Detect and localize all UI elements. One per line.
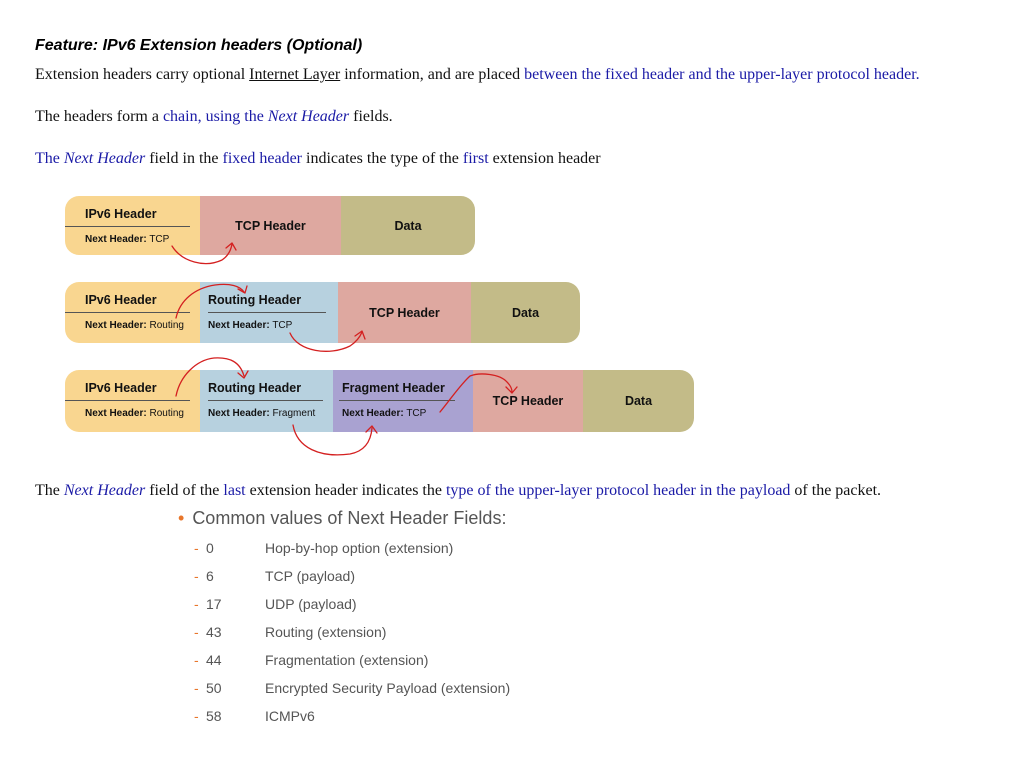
value-description: UDP (payload) xyxy=(265,596,357,612)
ipv6-header-block xyxy=(65,370,200,432)
next-header-field xyxy=(208,320,292,331)
value-number: 6 xyxy=(206,568,214,584)
next-header-label: Next Header: xyxy=(208,320,270,331)
next-header-label: Next Header: xyxy=(85,408,147,419)
list-item xyxy=(194,708,315,728)
value-number: 43 xyxy=(206,624,222,640)
next-header-field xyxy=(85,408,184,419)
header-name: TCP Header xyxy=(369,305,440,320)
data-block xyxy=(471,282,580,343)
highlight-text: The xyxy=(35,150,64,167)
paragraph-extension-headers xyxy=(35,66,920,84)
next-header-label: Next Header: xyxy=(208,408,270,419)
dash-icon: - xyxy=(194,708,199,724)
text: Extension headers carry optional xyxy=(35,66,250,83)
highlight-text: chain, using the xyxy=(162,108,268,125)
next-header-value: Fragment xyxy=(272,408,316,419)
text: of the packet. xyxy=(790,482,882,499)
next-header-value: TCP xyxy=(149,234,170,245)
paragraph-last-header xyxy=(35,482,881,500)
list-item xyxy=(194,596,357,616)
paragraph-fixed-header xyxy=(35,150,601,168)
next-header-field xyxy=(342,408,426,419)
highlight-italic-text: Next Header xyxy=(63,482,146,499)
page-title: Feature: IPv6 Extension headers (Optional) xyxy=(35,37,363,54)
dash-icon: - xyxy=(194,596,199,612)
data-label: Data xyxy=(511,305,540,320)
packet-row-3 xyxy=(65,370,694,432)
bullet-icon: • xyxy=(178,508,185,528)
highlight-italic-text: Next Header xyxy=(267,108,350,125)
next-header-value: TCP xyxy=(272,320,293,331)
text: information, and are placed xyxy=(340,66,525,83)
header-name: TCP Header xyxy=(235,218,306,233)
value-description: Hop-by-hop option (extension) xyxy=(265,540,454,556)
header-name: IPv6 Header xyxy=(85,293,157,307)
divider xyxy=(339,400,455,401)
list-item xyxy=(194,568,355,588)
divider xyxy=(65,312,190,313)
next-header-value: Routing xyxy=(149,320,184,331)
dash-icon: - xyxy=(194,624,199,640)
value-number: 0 xyxy=(206,540,214,556)
text: indicates the type of the xyxy=(302,150,463,167)
data-label: Data xyxy=(394,218,422,233)
next-header-label: Next Header: xyxy=(342,408,404,419)
divider xyxy=(208,312,326,313)
ipv6-header-block xyxy=(65,282,200,343)
tcp-header-block xyxy=(473,370,583,432)
text: field in the xyxy=(145,150,223,167)
list-item xyxy=(194,540,453,560)
routing-header-block xyxy=(200,282,338,343)
tcp-header-block xyxy=(200,196,341,255)
data-label: Data xyxy=(624,394,653,408)
fragment-header-block xyxy=(333,370,473,432)
list-item xyxy=(194,624,386,644)
value-description: TCP (payload) xyxy=(265,568,356,584)
text: The xyxy=(35,482,64,499)
highlight-text: type of the upper-layer protocol header in the payload xyxy=(445,482,791,499)
highlight-italic-text: Next Header xyxy=(63,150,146,167)
value-number: 17 xyxy=(206,596,222,612)
internet-layer-link[interactable]: Internet Layer xyxy=(249,66,341,83)
packet-row-2 xyxy=(65,282,580,343)
header-name: IPv6 Header xyxy=(85,381,157,395)
header-name: Routing Header xyxy=(208,293,302,307)
next-header-field xyxy=(85,234,169,245)
text: The headers form a xyxy=(35,108,163,125)
next-header-label: Next Header: xyxy=(85,234,147,245)
text: field of the xyxy=(145,482,224,499)
value-description: Routing (extension) xyxy=(265,624,387,640)
next-header-field xyxy=(208,408,315,419)
highlight-text: last xyxy=(223,482,246,499)
highlight-text: between the fixed header and the upper-layer protocol header. xyxy=(524,66,920,83)
next-header-field xyxy=(85,320,184,331)
ipv6-header-block xyxy=(65,196,200,255)
dash-icon: - xyxy=(194,680,199,696)
list-item xyxy=(194,680,510,700)
divider xyxy=(65,226,190,227)
divider xyxy=(208,400,323,401)
tcp-header-block xyxy=(338,282,471,343)
values-heading-text: Common values of Next Header Fields: xyxy=(192,508,507,528)
text: extension header indicates the xyxy=(245,482,446,499)
next-header-label: Next Header: xyxy=(85,320,147,331)
dash-icon: - xyxy=(194,540,199,556)
highlight-text: first xyxy=(462,150,489,167)
value-number: 44 xyxy=(206,652,222,668)
text: fields. xyxy=(349,108,393,125)
header-name: Routing Header xyxy=(208,381,302,395)
highlight-text: fixed header xyxy=(222,150,303,167)
value-description: Encrypted Security Payload (extension) xyxy=(265,680,511,696)
paragraph-chain xyxy=(35,108,393,126)
divider xyxy=(65,400,190,401)
dash-icon: - xyxy=(194,568,199,584)
value-description: ICMPv6 xyxy=(265,708,315,724)
data-block xyxy=(583,370,694,432)
routing-header-block xyxy=(200,370,333,432)
value-number: 50 xyxy=(206,680,222,696)
value-number: 58 xyxy=(206,708,222,724)
header-name: Fragment Header xyxy=(342,381,445,395)
text: extension header xyxy=(488,150,601,167)
next-header-value: Routing xyxy=(149,408,184,419)
value-description: Fragmentation (extension) xyxy=(265,652,429,668)
packet-row-1 xyxy=(65,196,475,255)
list-item xyxy=(194,652,428,672)
data-block xyxy=(341,196,475,255)
next-header-value: TCP xyxy=(406,408,427,419)
header-name: IPv6 Header xyxy=(85,207,157,221)
header-name: TCP Header xyxy=(492,394,564,408)
dash-icon: - xyxy=(194,652,199,668)
values-heading xyxy=(178,508,506,529)
